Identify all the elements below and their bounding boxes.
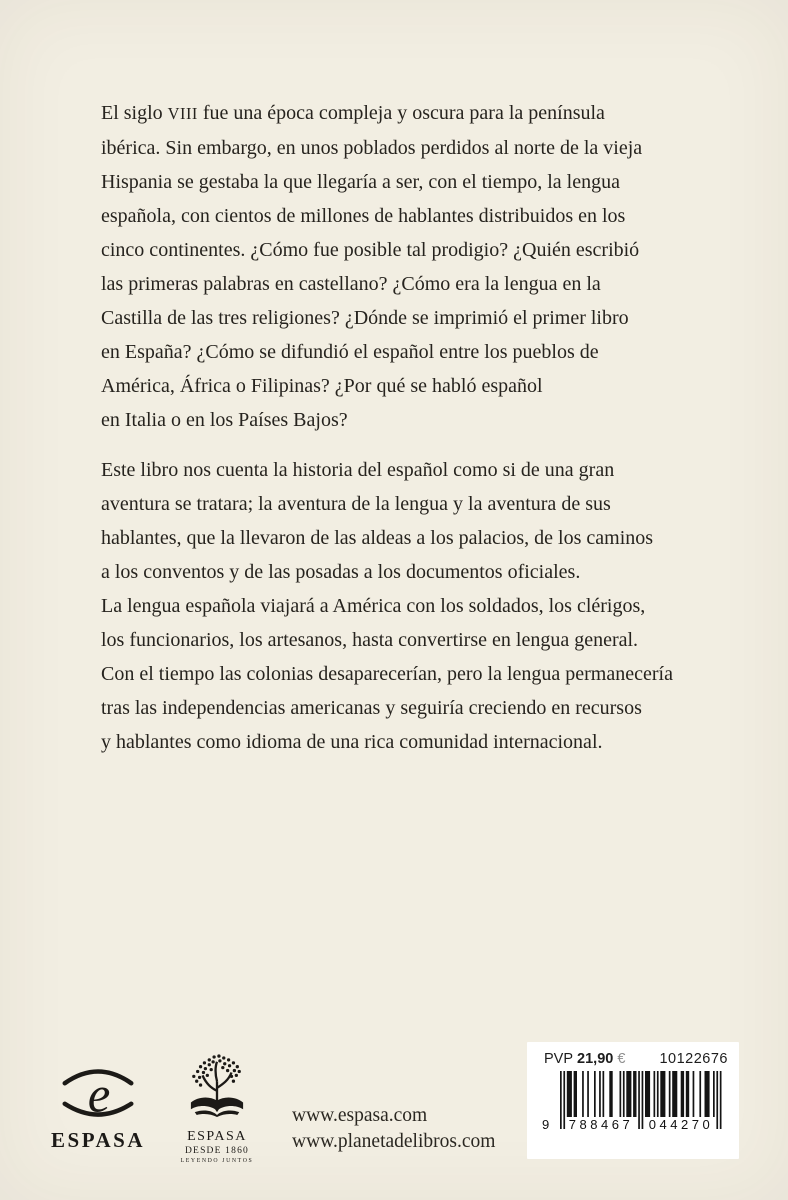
text-line: hablantes, que la llevaron de las aldeas a los palacios, de los caminos [101,527,654,549]
text-line: aventura se tratara; la aventura de la lengua y la aventura de sus [101,493,611,515]
espasa-logo [40,1064,156,1153]
text-line: Este libro nos cuenta la historia del español como si de una gran [101,459,615,481]
synopsis-text [101,96,741,759]
synopsis-paragraph-2 [101,453,741,759]
text-line: Hispania se gestaba la que llegaría a ser, con el tiempo, la lengua [101,171,620,193]
ean-barcode-area [540,1071,726,1133]
text-segment: El siglo [101,102,168,124]
text-line: española, con cientos de millones de hablantes distribuidos en los [101,205,626,227]
tree-logo-since: DESDE 1860 [185,1146,249,1156]
text-line: América, África o Filipinas? ¿Por qué se habló español [101,375,543,397]
text-line: las primeras palabras en castellano? ¿Cómo era la lengua en la [101,273,601,295]
tree-logo-tagline: LEYENDO JUNTOS [180,1158,254,1164]
reference-number: 10122676 [659,1051,728,1067]
isbn-digit-first: 9 [542,1117,550,1132]
roman-numeral: VIII [167,104,198,123]
text-line: La lengua española viajará a América con los soldados, los clérigos, [101,595,646,617]
text-line: los funcionarios, los artesanos, hasta convertirse en lengua general. [101,629,639,651]
isbn-digit-group-1: 788467 [568,1117,634,1132]
text-line: Castilla de las tres religiones? ¿Dónde se imprimió el primer libro [101,307,629,329]
text-line: Con el tiempo las colonias desaparecerían, pero la lengua permanecería [101,663,673,685]
price-row [527,1042,739,1067]
svg-text:e: e [87,1066,111,1123]
website-espasa: www.espasa.com [292,1105,428,1126]
espasa-wordmark: ESPASA [51,1128,145,1152]
synopsis-paragraph-1 [101,96,741,437]
text-line: a los conventos y de las posadas a los documentos oficiales. [101,561,581,583]
isbn-digit-group-2: 044270 [648,1117,714,1132]
text-line: en Italia o en los Países Bajos? [101,409,348,431]
text-segment: fue una época compleja y oscura para la península [197,102,605,124]
price [544,1051,625,1067]
text-line: en España? ¿Cómo se difundió el español entre los pueblos de [101,341,599,363]
price-value: 21,90 [577,1051,614,1067]
espasa-tree-logo [172,1052,262,1164]
espasa-e-icon [54,1064,142,1124]
euro-currency-symbol: € [617,1051,626,1067]
text-line: y hablantes como idioma de una rica comunidad internacional. [101,731,603,753]
text-line [101,96,741,131]
price-label: PVP [544,1051,574,1067]
text-line: cinco continentes. ¿Cómo fue posible tal prodigio? ¿Quién escribió [101,239,640,261]
website-planetadelibros: www.planetadelibros.com [292,1131,496,1152]
text-line: ibérica. Sin embargo, en unos poblados perdidos al norte de la vieja [101,137,643,159]
barcode-box [527,1042,739,1159]
tree-logo-name: ESPASA [187,1129,247,1144]
text-line: tras las independencias americanas y seguiría creciendo en recursos [101,697,642,719]
tree-book-icon [188,1052,246,1122]
publisher-websites [292,1103,495,1155]
